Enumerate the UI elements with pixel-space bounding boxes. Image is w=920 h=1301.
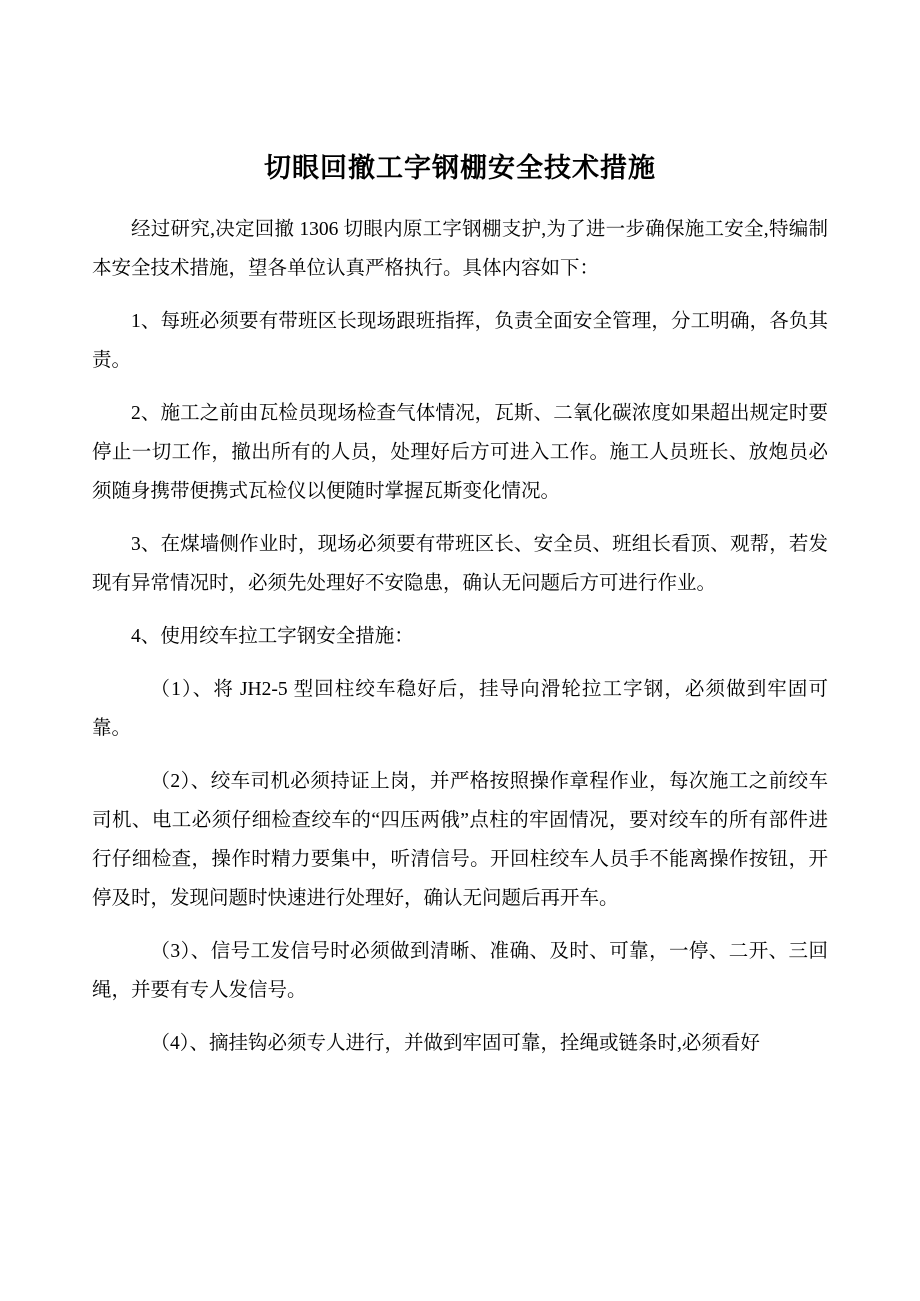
paragraph-item-4-3: （3）、信号工发信号时必须做到清晰、准确、及时、可靠，一停、二开、三回绳，并要有专人发信号。 [92, 940, 828, 1001]
paragraph-intro: 经过研究,决定回撤 1306 切眼内原工字钢棚支护,为了进一步确保施工安全,特编制本安全技术措施，望各单位认真严格执行。具体内容如下： [92, 218, 828, 279]
page-title: 切眼回撤工字钢棚安全技术措施 [264, 153, 656, 183]
paragraph-item-3: 3、在煤墙侧作业时，现场必须要有带班区长、安全员、班组长看顶、观帮，若发现有异常情况时，必须先处理好不安隐患，确认无问题后方可进行作业。 [92, 533, 828, 594]
paragraph-item-1: 1、每班必须要有带班区长现场跟班指挥，负责全面安全管理，分工明确，各负其责。 [92, 310, 828, 371]
paragraph-item-4-2: （2）、绞车司机必须持证上岗，并严格按照操作章程作业，每次施工之前绞车司机、电工必须仔细检查绞车的“四压两俄”点柱的牢固情况，要对绞车的所有部件进行仔细检查，操作时精力要集中，听清信号。开回柱绞车人员手不能离操作按钮，开停及时，发现问题时快速进行处理好，确认无问题后再开车。 [92, 770, 828, 909]
paragraph-item-4-1: （1）、将 JH2-5 型回柱绞车稳好后，挂导向滑轮拉工字钢，必须做到牢固可靠。 [92, 678, 828, 739]
document-body [92, 210, 828, 1063]
paragraph-item-4-4: （4）、摘挂钩必须专人进行，并做到牢固可靠，拴绳或链条时,必须看好 [150, 1032, 760, 1054]
paragraph-item-4: 4、使用绞车拉工字钢安全措施： [131, 625, 414, 647]
paragraph-item-2: 2、施工之前由瓦检员现场检查气体情况，瓦斯、二氧化碳浓度如果超出规定时要停止一切工作，撤出所有的人员，处理好后方可进入工作。施工人员班长、放炮员必须随身携带便携式瓦检仪以便随时掌握瓦斯变化情况。 [92, 402, 828, 502]
